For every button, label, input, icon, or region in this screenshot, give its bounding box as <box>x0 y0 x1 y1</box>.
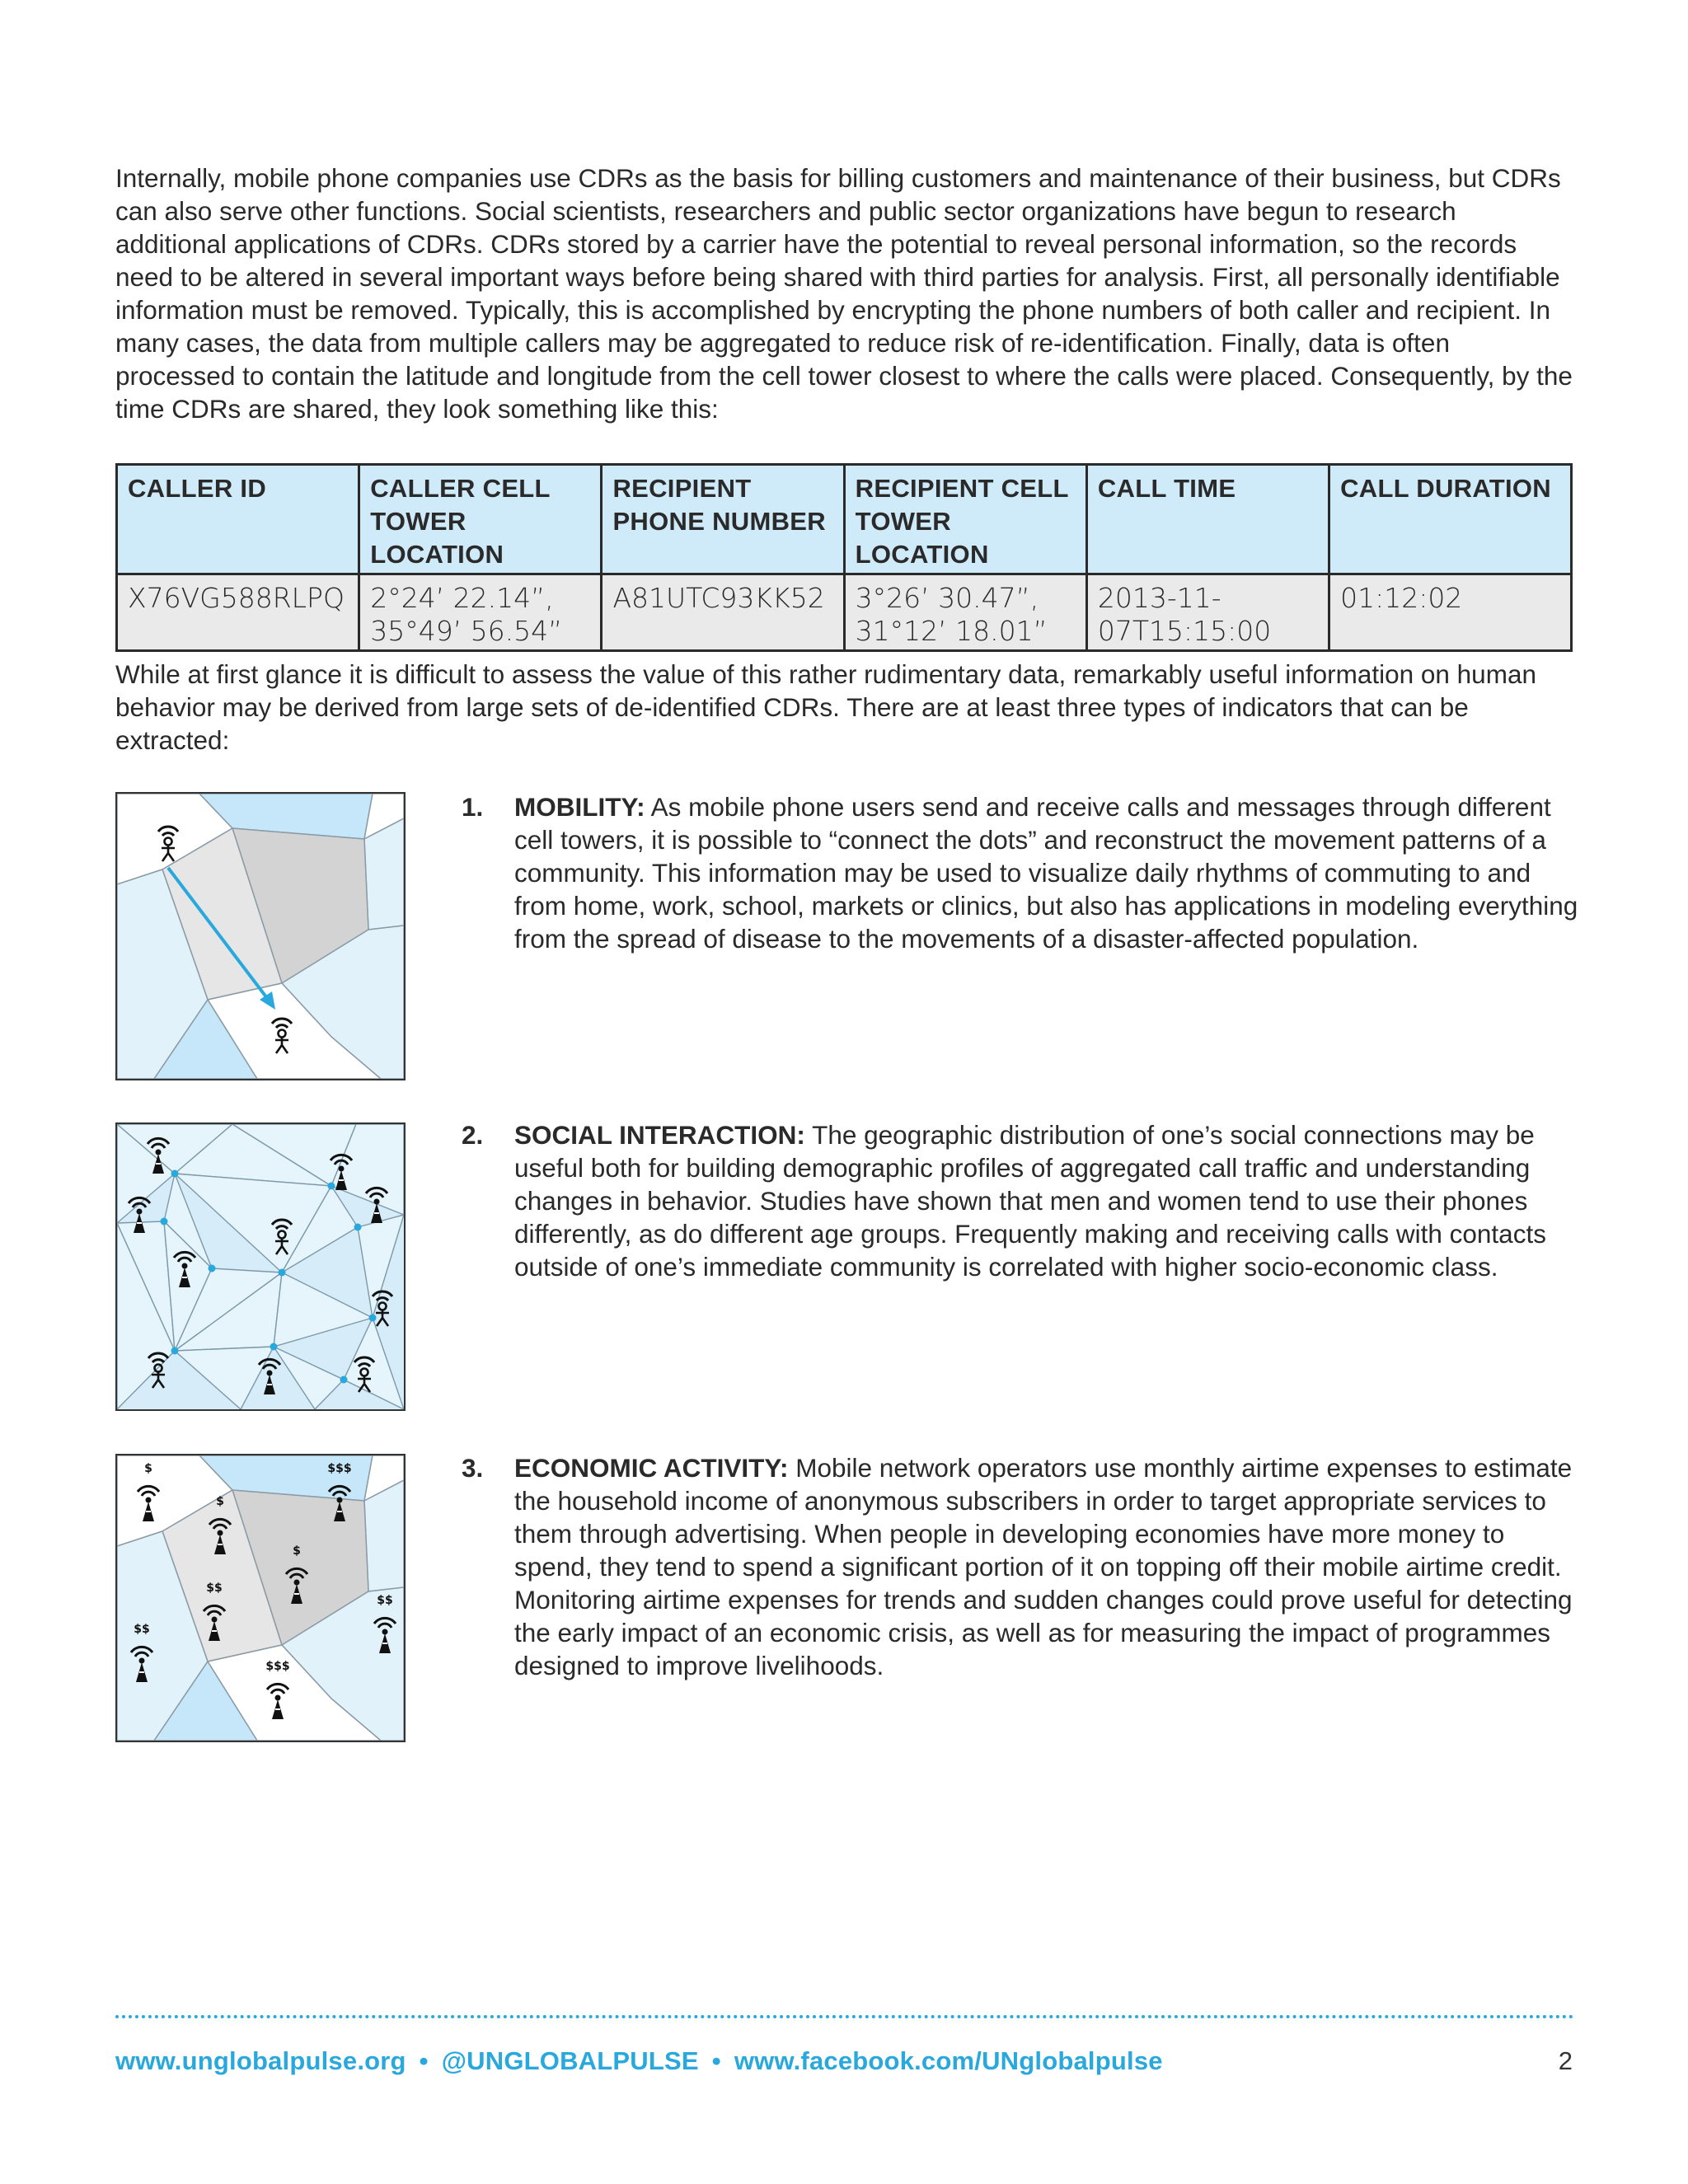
item-heading: ECONOMIC ACTIVITY: <box>514 1453 789 1483</box>
indicator-economic-activity <box>462 1451 1582 1682</box>
amount-label: $$ <box>377 1594 393 1607</box>
amount-label: $ <box>293 1544 301 1558</box>
social-interaction-illustration <box>115 1122 406 1411</box>
col-caller-id: CALLER ID <box>117 465 359 574</box>
amount-label: $ <box>144 1462 152 1475</box>
footer-divider <box>115 2015 1574 2018</box>
footer-links <box>115 2046 1163 2076</box>
separator-bullet: • <box>711 2046 721 2075</box>
table-row <box>117 574 1572 651</box>
amount-label: $$ <box>134 1623 150 1636</box>
economic-activity-illustration <box>115 1454 406 1742</box>
amount-label: $$$ <box>265 1660 290 1673</box>
mobility-illustration <box>115 792 406 1080</box>
item-text: As mobile phone users send and receive calls and messages through different cell towers, it is possible to “connect the dots” and reconstruct the movement patterns of a community. This information may be used to visualize daily rhythms of commuting to and from home, work, school, markets or clinics, but also has applications in modeling everything from the spread of disease to the movements of a disaster-affected population. <box>514 792 1578 954</box>
item-number: 3. <box>462 1453 484 1483</box>
cell-caller-tower: 2°24’ 22.14”, 35°49’ 56.54” <box>359 574 602 651</box>
col-call-time: CALL TIME <box>1086 465 1329 574</box>
amount-label: $ <box>216 1495 224 1508</box>
item-number: 2. <box>462 1120 484 1150</box>
bridge-paragraph: While at first glance it is difficult to assess the value of this rather rudimentary data, remarkably useful information on human behavior may be derived from large sets of de-identified CDRs. There are at least three types of indicators that can be extracted: <box>115 659 1536 755</box>
indicator-mobility <box>462 790 1582 955</box>
economic-map <box>117 1455 404 1741</box>
item-text: The geographic distribution of one’s social connections may be useful both for building demographic profiles of aggregated call traffic and understanding changes in behavior. Studies have shown that men and women tend to use their phones differently, as do different age groups. Frequently making and receiving calls with contacts outside of one’s immediate community is correlated with higher socio-economic class. <box>514 1120 1546 1282</box>
cell-recipient-number: A81UTC93KK52 <box>602 574 844 651</box>
facebook-link[interactable]: www.facebook.com/UNglobalpulse <box>734 2046 1163 2075</box>
twitter-link[interactable]: @UNGLOBALPULSE <box>441 2046 699 2075</box>
website-link[interactable]: www.unglobalpulse.org <box>115 2046 406 2075</box>
item-number: 1. <box>462 792 484 822</box>
intro-paragraph: Internally, mobile phone companies use CDRs as the basis for billing customers and maintenance of their business, but CDRs can also serve other functions. Social scientists, researchers and public sector organizations have begun to research additional applications of CDRs. CDRs stored by a carrier have the potential to reveal personal information, so the records need to be altered in several important ways before being shared with third parties for analysis. First, all personally identifiable information must be removed. Typically, this is accomplished by encrypting the phone numbers of both caller and recipient. In many cases, the data from multiple callers may be aggregated to reduce risk of re-identification. Finally, data is often processed to contain the latitude and longitude from the cell tower closest to where the calls were placed. Consequently, by the time CDRs are shared, they look something like this: <box>115 163 1573 424</box>
mobility-map <box>117 794 404 1079</box>
amount-label: $$$ <box>327 1462 352 1475</box>
cell-call-time: 2013-11-07T15:15:00 <box>1086 574 1329 651</box>
cell-recipient-tower: 3°26’ 30.47”, 31°12’ 18.01” <box>844 574 1086 651</box>
social-network-map <box>117 1124 404 1409</box>
amount-label: $$ <box>206 1582 223 1595</box>
page-number: 2 <box>1558 2046 1573 2075</box>
col-call-duration: CALL DURATION <box>1329 465 1572 574</box>
table-header-row <box>117 465 1572 574</box>
col-recipient-phone-number: RECIPIENT PHONE NUMBER <box>602 465 844 574</box>
col-caller-cell-tower-location: CALLER CELL TOWER LOCATION <box>359 465 602 574</box>
item-text: Mobile network operators use monthly airtime expenses to estimate the household income of anonymous subscribers in order to target appropriate services to them through advertising. When people in developing economies have more money to spend, they tend to spend a significant portion of it on topping off their mobile airtime credit. Monitoring airtime expenses for trends and sudden changes could prove useful for detecting the early impact of an economic crisis, as well as for measuring the impact of programmes designed to improve livelihoods. <box>514 1453 1573 1680</box>
cell-caller-id: X76VG588RLPQ <box>117 574 359 651</box>
item-heading: MOBILITY: <box>514 792 645 822</box>
indicator-social-interaction <box>462 1118 1582 1283</box>
cdr-table <box>115 463 1573 652</box>
separator-bullet: • <box>419 2046 429 2075</box>
cell-call-duration: 01:12:02 <box>1329 574 1572 651</box>
item-heading: SOCIAL INTERACTION: <box>514 1120 805 1150</box>
col-recipient-cell-tower-location: RECIPIENT CELL TOWER LOCATION <box>844 465 1086 574</box>
